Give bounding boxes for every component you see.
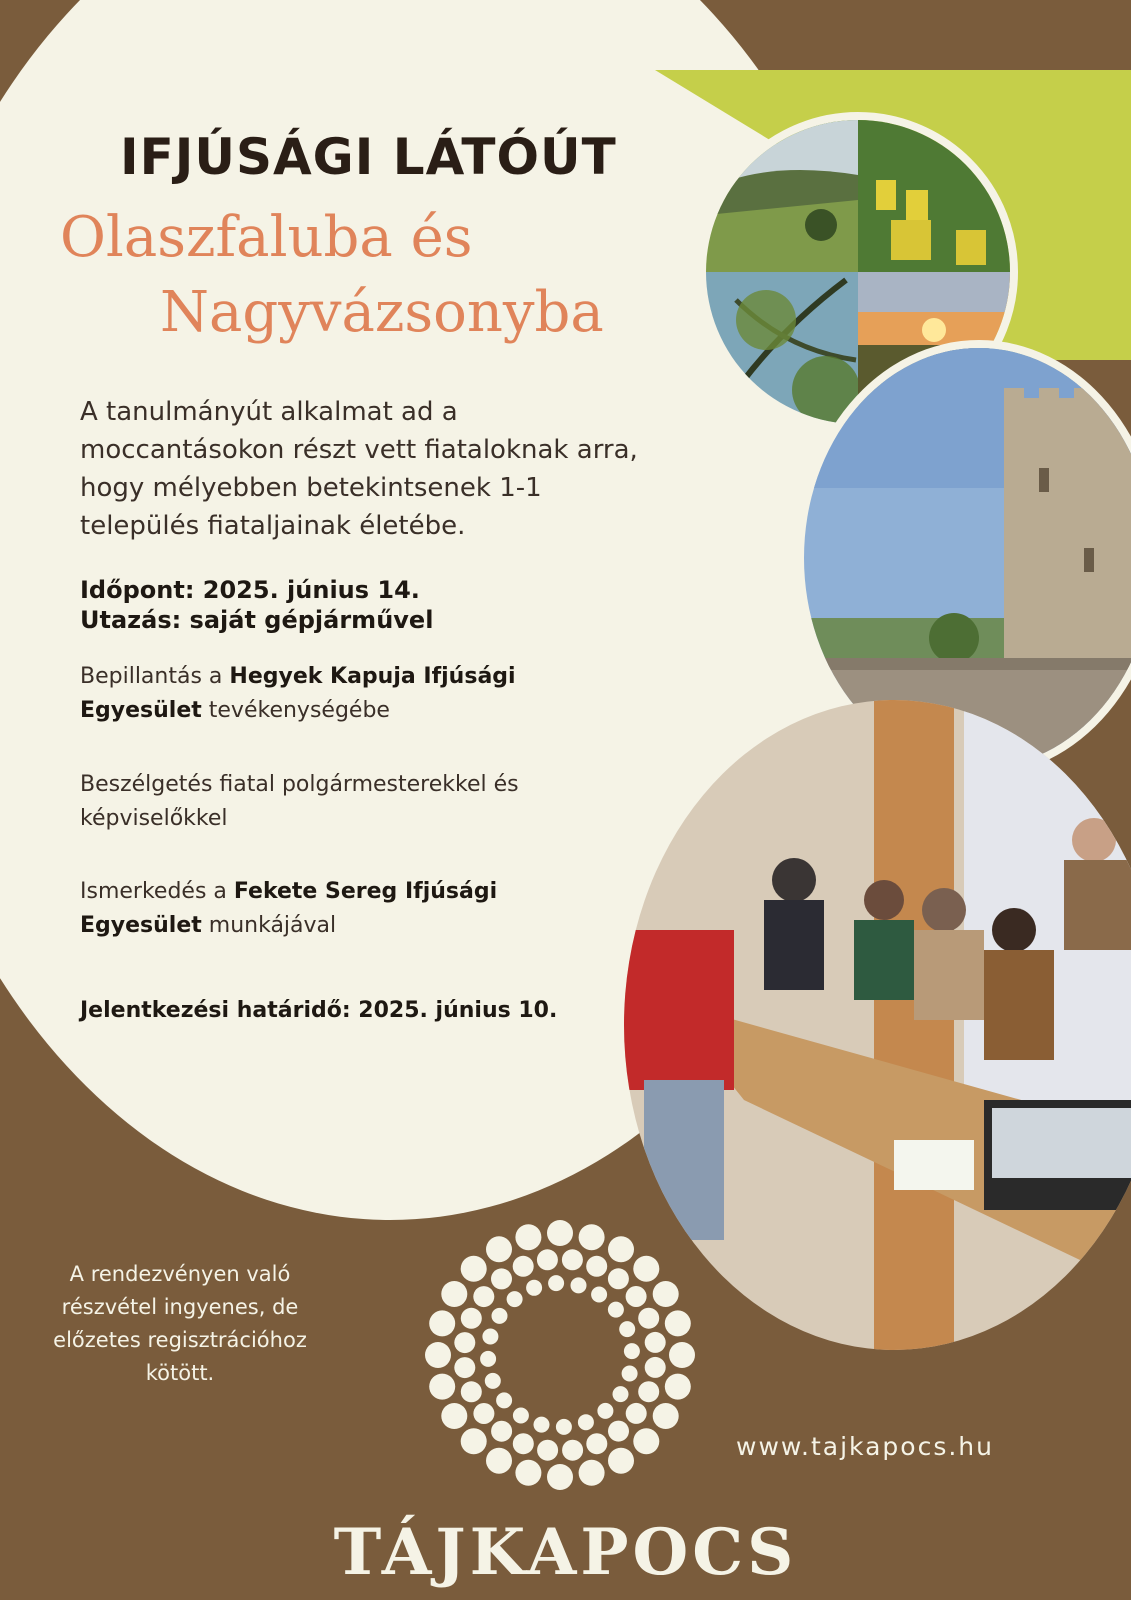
logo-dot (624, 1343, 640, 1359)
page-title: IFJÚSÁGI LÁTÓÚT (120, 128, 617, 186)
logo-dot (454, 1357, 475, 1378)
logo-dot (579, 1460, 605, 1486)
logo-dot (515, 1460, 541, 1486)
logo-dot (645, 1357, 666, 1378)
logo-dot (591, 1287, 607, 1303)
brand-name: TÁJKAPOCS (333, 1515, 798, 1590)
logo-dot (507, 1291, 523, 1307)
program-item-3-bold: Fekete Sereg Ifjúsági Egyesület (80, 879, 498, 938)
logo-dot (653, 1403, 679, 1429)
event-travel: Utazás: saját gépjárművel (80, 606, 434, 634)
subtitle-line-2: Nagyvázsonyba (160, 280, 604, 345)
logo-dot (608, 1302, 624, 1318)
event-date: Időpont: 2025. június 14. (80, 576, 420, 604)
logo-dot (626, 1286, 647, 1307)
logo-dot (515, 1224, 541, 1250)
logo-dot (486, 1236, 512, 1262)
logo-dot (562, 1440, 583, 1461)
logo-dot (485, 1373, 501, 1389)
logo-dot (626, 1403, 647, 1424)
logo-dot (608, 1448, 634, 1474)
program-item-1 (80, 660, 600, 728)
event-info (80, 575, 433, 635)
logo-dot (622, 1366, 638, 1382)
logo-dot (638, 1308, 659, 1329)
logo-dot (491, 1421, 512, 1442)
logo-dot (496, 1392, 512, 1408)
logo-dot (547, 1220, 573, 1246)
logo-dot (579, 1224, 605, 1250)
logo-dot (633, 1256, 659, 1282)
program-item-2 (80, 768, 600, 836)
program-item-3-pre: Ismerkedés a (80, 879, 234, 904)
logo-dot (608, 1421, 629, 1442)
logo-dot (537, 1249, 558, 1270)
subtitle-line-1: Olaszfaluba és (60, 205, 473, 270)
logo-dot (429, 1310, 455, 1336)
logo-dot (547, 1464, 573, 1490)
logo-dot (548, 1275, 564, 1291)
logo-dot (461, 1381, 482, 1402)
logo-dot (645, 1332, 666, 1353)
logo-dot (571, 1277, 587, 1293)
logo-dot (578, 1414, 594, 1430)
logo-dot (461, 1256, 487, 1282)
logo-dot (513, 1433, 534, 1454)
program-item-2-pre: Beszélgetés fiatal polgármesterekkel és képviselőkkel (80, 772, 519, 831)
logo-dot (586, 1256, 607, 1277)
logo-dot (608, 1236, 634, 1262)
intro-text: A tanulmányút alkalmat ad a moccantásokon részt vett fiataloknak arra, hogy mélyebben betekintsenek 1-1 település fiataljainak életébe. (80, 397, 638, 541)
logo-dot (665, 1310, 691, 1336)
logo-dot (482, 1329, 498, 1345)
logo-dot (619, 1321, 635, 1337)
logo-dot (454, 1332, 475, 1353)
logo-dot (486, 1448, 512, 1474)
logo-dot (638, 1381, 659, 1402)
program-item-1-post: tevékenységébe (201, 698, 390, 723)
logo-dot (461, 1428, 487, 1454)
logo-dot (425, 1342, 451, 1368)
logo-dot (480, 1351, 496, 1367)
logo-dot (653, 1281, 679, 1307)
logo-dot (534, 1417, 550, 1433)
program-item-1-bold: Hegyek Kapuja Ifjúsági Egyesület (80, 664, 516, 723)
logo-dot (513, 1256, 534, 1277)
logo-dot (526, 1280, 542, 1296)
logo-dot (597, 1403, 613, 1419)
logo-dot (473, 1286, 494, 1307)
registration-deadline: Jelentkezési határidő: 2025. június 10. (80, 998, 558, 1023)
program-item-3-post: munkájával (201, 913, 337, 938)
logo-dot (556, 1419, 572, 1435)
logo-dot (586, 1433, 607, 1454)
website-link[interactable]: www.tajkapocs.hu (736, 1432, 994, 1461)
logo-dot (665, 1374, 691, 1400)
logo-dot (608, 1268, 629, 1289)
logo-dot (537, 1440, 558, 1461)
logo-dot (441, 1281, 467, 1307)
logo-dot (429, 1374, 455, 1400)
logo-dot (613, 1386, 629, 1402)
participation-note: A rendezvényen való részvétel ingyenes, de előzetes regisztrációhoz kötött. (53, 1262, 307, 1385)
logo-dot (461, 1308, 482, 1329)
logo-dot (473, 1403, 494, 1424)
tajkapocs-logo-icon (420, 1215, 700, 1495)
logo-dot (669, 1342, 695, 1368)
logo-dot (562, 1249, 583, 1270)
program-item-3 (80, 875, 600, 943)
logo-dot (492, 1308, 508, 1324)
meeting-photo (624, 700, 1131, 1350)
program-item-1-pre: Bepillantás a (80, 664, 230, 689)
logo-dot (441, 1403, 467, 1429)
logo-dot (513, 1408, 529, 1424)
logo-dot (633, 1428, 659, 1454)
logo-dot (491, 1268, 512, 1289)
